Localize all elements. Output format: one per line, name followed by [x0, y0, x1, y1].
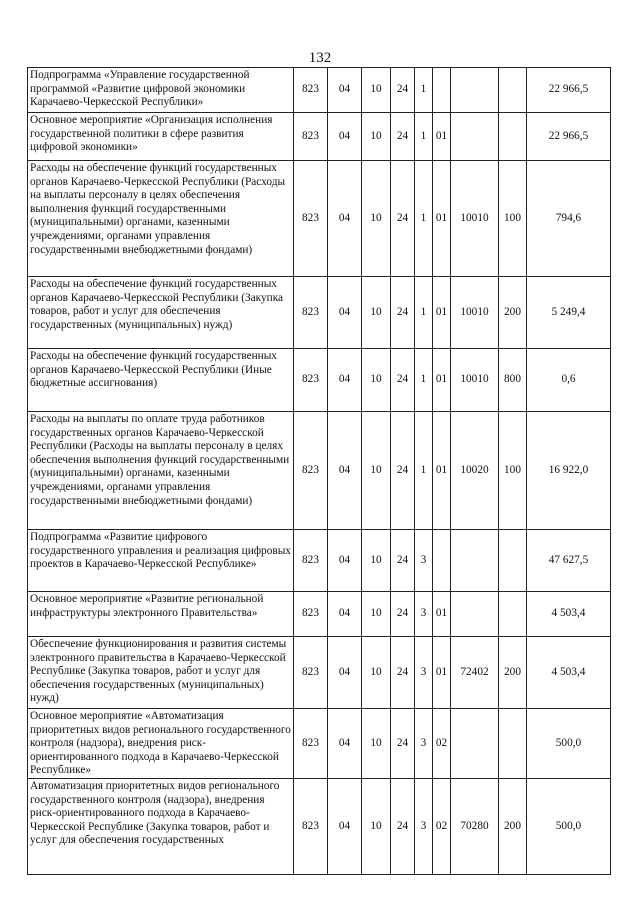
- row-code-cell-c1: 823: [294, 349, 328, 412]
- row-code-cell-c3: 10: [362, 778, 391, 874]
- row-code-cell-c7: [451, 592, 499, 637]
- row-name-cell: Расходы на обеспечение функций государственных органов Карачаево-Черкесской Республики (Иные бюджетные ассигнования): [28, 349, 294, 412]
- row-code-cell-c4: 24: [391, 709, 415, 779]
- table-row: [28, 637, 611, 709]
- row-code-cell-c8: 200: [499, 277, 527, 349]
- row-code-cell-c4: 24: [391, 778, 415, 874]
- table-row: [28, 161, 611, 277]
- row-code-cell-c5: 3: [415, 709, 433, 779]
- row-code-cell-c6: 02: [433, 778, 451, 874]
- row-code-cell-c6: 02: [433, 709, 451, 779]
- row-code-cell-c5: 1: [415, 113, 433, 161]
- row-name-cell: Основное мероприятие «Автоматизация приоритетных видов регионального государственного контроля (надзора), внедрения риск-ориентированного подхода в Карачаево-Черкесской Республике»: [28, 709, 294, 779]
- row-code-cell-c2: 04: [328, 68, 362, 113]
- row-code-cell-c4: 24: [391, 161, 415, 277]
- row-code-cell-c7: 10010: [451, 277, 499, 349]
- table-row: [28, 530, 611, 592]
- row-code-cell-c6: 01: [433, 277, 451, 349]
- row-code-cell-c4: 24: [391, 530, 415, 592]
- row-code-cell-c7: 10010: [451, 161, 499, 277]
- row-amount-cell: 500,0: [527, 709, 611, 779]
- row-code-cell-c8: [499, 113, 527, 161]
- row-code-cell-c2: 04: [328, 530, 362, 592]
- row-code-cell-c1: 823: [294, 637, 328, 709]
- row-name-cell: Расходы на обеспечение функций государственных органов Карачаево-Черкесской Республики (Закупка товаров, работ и услуг для обеспечения государственных (муниципальных) нужд): [28, 277, 294, 349]
- row-code-cell-c2: 04: [328, 277, 362, 349]
- row-code-cell-c1: 823: [294, 113, 328, 161]
- row-code-cell-c2: 04: [328, 349, 362, 412]
- table-row: [28, 592, 611, 637]
- row-code-cell-c8: [499, 68, 527, 113]
- row-code-cell-c7: [451, 68, 499, 113]
- row-amount-cell: 4 503,4: [527, 592, 611, 637]
- row-name-cell: Обеспечение функционирования и развития системы электронного правительства в Карачаево-Черкесской Республике (Закупка товаров, работ и услуг для обеспечения государственных (муниципальных) нужд): [28, 637, 294, 709]
- row-code-cell-c5: 1: [415, 68, 433, 113]
- row-name-cell: Подпрограмма «Управление государственной программой «Развитие цифровой экономики Карачаево-Черкесской Республики»: [28, 68, 294, 113]
- row-name-cell: Основное мероприятие «Организация исполнения государственной политики в сфере развития цифровой экономики»: [28, 113, 294, 161]
- row-code-cell-c8: [499, 709, 527, 779]
- row-amount-cell: 4 503,4: [527, 637, 611, 709]
- table-row: [28, 778, 611, 874]
- row-code-cell-c8: 800: [499, 349, 527, 412]
- row-code-cell-c2: 04: [328, 592, 362, 637]
- row-amount-cell: 794,6: [527, 161, 611, 277]
- row-code-cell-c8: [499, 592, 527, 637]
- row-code-cell-c8: [499, 530, 527, 592]
- row-code-cell-c4: 24: [391, 349, 415, 412]
- row-code-cell-c5: 1: [415, 277, 433, 349]
- row-code-cell-c7: 72402: [451, 637, 499, 709]
- row-code-cell-c3: 10: [362, 637, 391, 709]
- row-code-cell-c6: [433, 530, 451, 592]
- row-code-cell-c2: 04: [328, 161, 362, 277]
- row-amount-cell: 22 966,5: [527, 113, 611, 161]
- row-code-cell-c8: 100: [499, 161, 527, 277]
- row-code-cell-c4: 24: [391, 592, 415, 637]
- row-code-cell-c3: 10: [362, 530, 391, 592]
- row-code-cell-c6: 01: [433, 113, 451, 161]
- row-code-cell-c6: [433, 68, 451, 113]
- row-code-cell-c8: 200: [499, 637, 527, 709]
- row-code-cell-c4: 24: [391, 277, 415, 349]
- row-code-cell-c6: 01: [433, 161, 451, 277]
- row-code-cell-c3: 10: [362, 113, 391, 161]
- row-code-cell-c3: 10: [362, 709, 391, 779]
- row-amount-cell: 47 627,5: [527, 530, 611, 592]
- budget-table: [27, 67, 611, 875]
- table-row: [28, 349, 611, 412]
- row-code-cell-c2: 04: [328, 778, 362, 874]
- row-code-cell-c5: 3: [415, 530, 433, 592]
- row-code-cell-c7: [451, 530, 499, 592]
- row-code-cell-c8: 200: [499, 778, 527, 874]
- page-number: 132: [308, 50, 332, 66]
- row-code-cell-c3: 10: [362, 412, 391, 530]
- table-row: [28, 113, 611, 161]
- row-code-cell-c5: 1: [415, 349, 433, 412]
- row-code-cell-c7: [451, 709, 499, 779]
- row-code-cell-c1: 823: [294, 778, 328, 874]
- table-row: [28, 709, 611, 779]
- row-name-cell: Подпрограмма «Развитие цифрового государственного управления и реализация цифровых проектов в Карачаево-Черкесской Республике»: [28, 530, 294, 592]
- row-code-cell-c1: 823: [294, 68, 328, 113]
- row-code-cell-c1: 823: [294, 709, 328, 779]
- row-code-cell-c1: 823: [294, 277, 328, 349]
- row-code-cell-c2: 04: [328, 637, 362, 709]
- row-code-cell-c1: 823: [294, 161, 328, 277]
- row-code-cell-c6: 01: [433, 592, 451, 637]
- row-code-cell-c2: 04: [328, 412, 362, 530]
- row-code-cell-c6: 01: [433, 412, 451, 530]
- row-code-cell-c2: 04: [328, 113, 362, 161]
- row-code-cell-c5: 3: [415, 592, 433, 637]
- row-code-cell-c7: 10020: [451, 412, 499, 530]
- row-code-cell-c3: 10: [362, 161, 391, 277]
- row-code-cell-c6: 01: [433, 349, 451, 412]
- row-code-cell-c4: 24: [391, 113, 415, 161]
- table-body: [28, 68, 611, 875]
- row-code-cell-c3: 10: [362, 592, 391, 637]
- row-amount-cell: 16 922,0: [527, 412, 611, 530]
- row-amount-cell: 22 966,5: [527, 68, 611, 113]
- row-code-cell-c4: 24: [391, 412, 415, 530]
- table-row: [28, 412, 611, 530]
- table-row: [28, 277, 611, 349]
- row-name-cell: Основное мероприятие «Развитие региональной инфраструктуры электронного Правительства»: [28, 592, 294, 637]
- row-code-cell-c7: 10010: [451, 349, 499, 412]
- row-amount-cell: 5 249,4: [527, 277, 611, 349]
- table-row: [28, 68, 611, 113]
- row-amount-cell: 0,6: [527, 349, 611, 412]
- row-code-cell-c5: 3: [415, 637, 433, 709]
- row-code-cell-c3: 10: [362, 68, 391, 113]
- row-name-cell: Расходы на обеспечение функций государственных органов Карачаево-Черкесской Республики (Расходы на выплаты персоналу в целях обеспечения выполнения функций государственными (муниципальными) органами, казенными учреждениями, органами управления государственными внебюджетными фондами): [28, 161, 294, 277]
- row-code-cell-c4: 24: [391, 637, 415, 709]
- row-code-cell-c1: 823: [294, 592, 328, 637]
- row-code-cell-c3: 10: [362, 277, 391, 349]
- row-code-cell-c5: 1: [415, 412, 433, 530]
- row-name-cell: Расходы на выплаты по оплате труда работников государственных органов Карачаево-Черкесской Республики (Расходы на выплаты персоналу в целях обеспечения выполнения функций государственными (муниципальными) органами, казенными учреждениями, органами управления государственными внебюджетными фондами): [28, 412, 294, 530]
- row-code-cell-c4: 24: [391, 68, 415, 113]
- row-name-cell: Автоматизация приоритетных видов регионального государственного контроля (надзора), внедрения риск-ориентированного подхода в Карачаево-Черкесской Республике (Закупка товаров, работ и услуг для обеспечения государственных: [28, 778, 294, 874]
- row-code-cell-c1: 823: [294, 530, 328, 592]
- row-code-cell-c1: 823: [294, 412, 328, 530]
- row-code-cell-c3: 10: [362, 349, 391, 412]
- row-code-cell-c6: 01: [433, 637, 451, 709]
- row-code-cell-c7: 70280: [451, 778, 499, 874]
- row-code-cell-c5: 3: [415, 778, 433, 874]
- row-code-cell-c5: 1: [415, 161, 433, 277]
- row-code-cell-c2: 04: [328, 709, 362, 779]
- row-code-cell-c8: 100: [499, 412, 527, 530]
- row-amount-cell: 500,0: [527, 778, 611, 874]
- row-code-cell-c7: [451, 113, 499, 161]
